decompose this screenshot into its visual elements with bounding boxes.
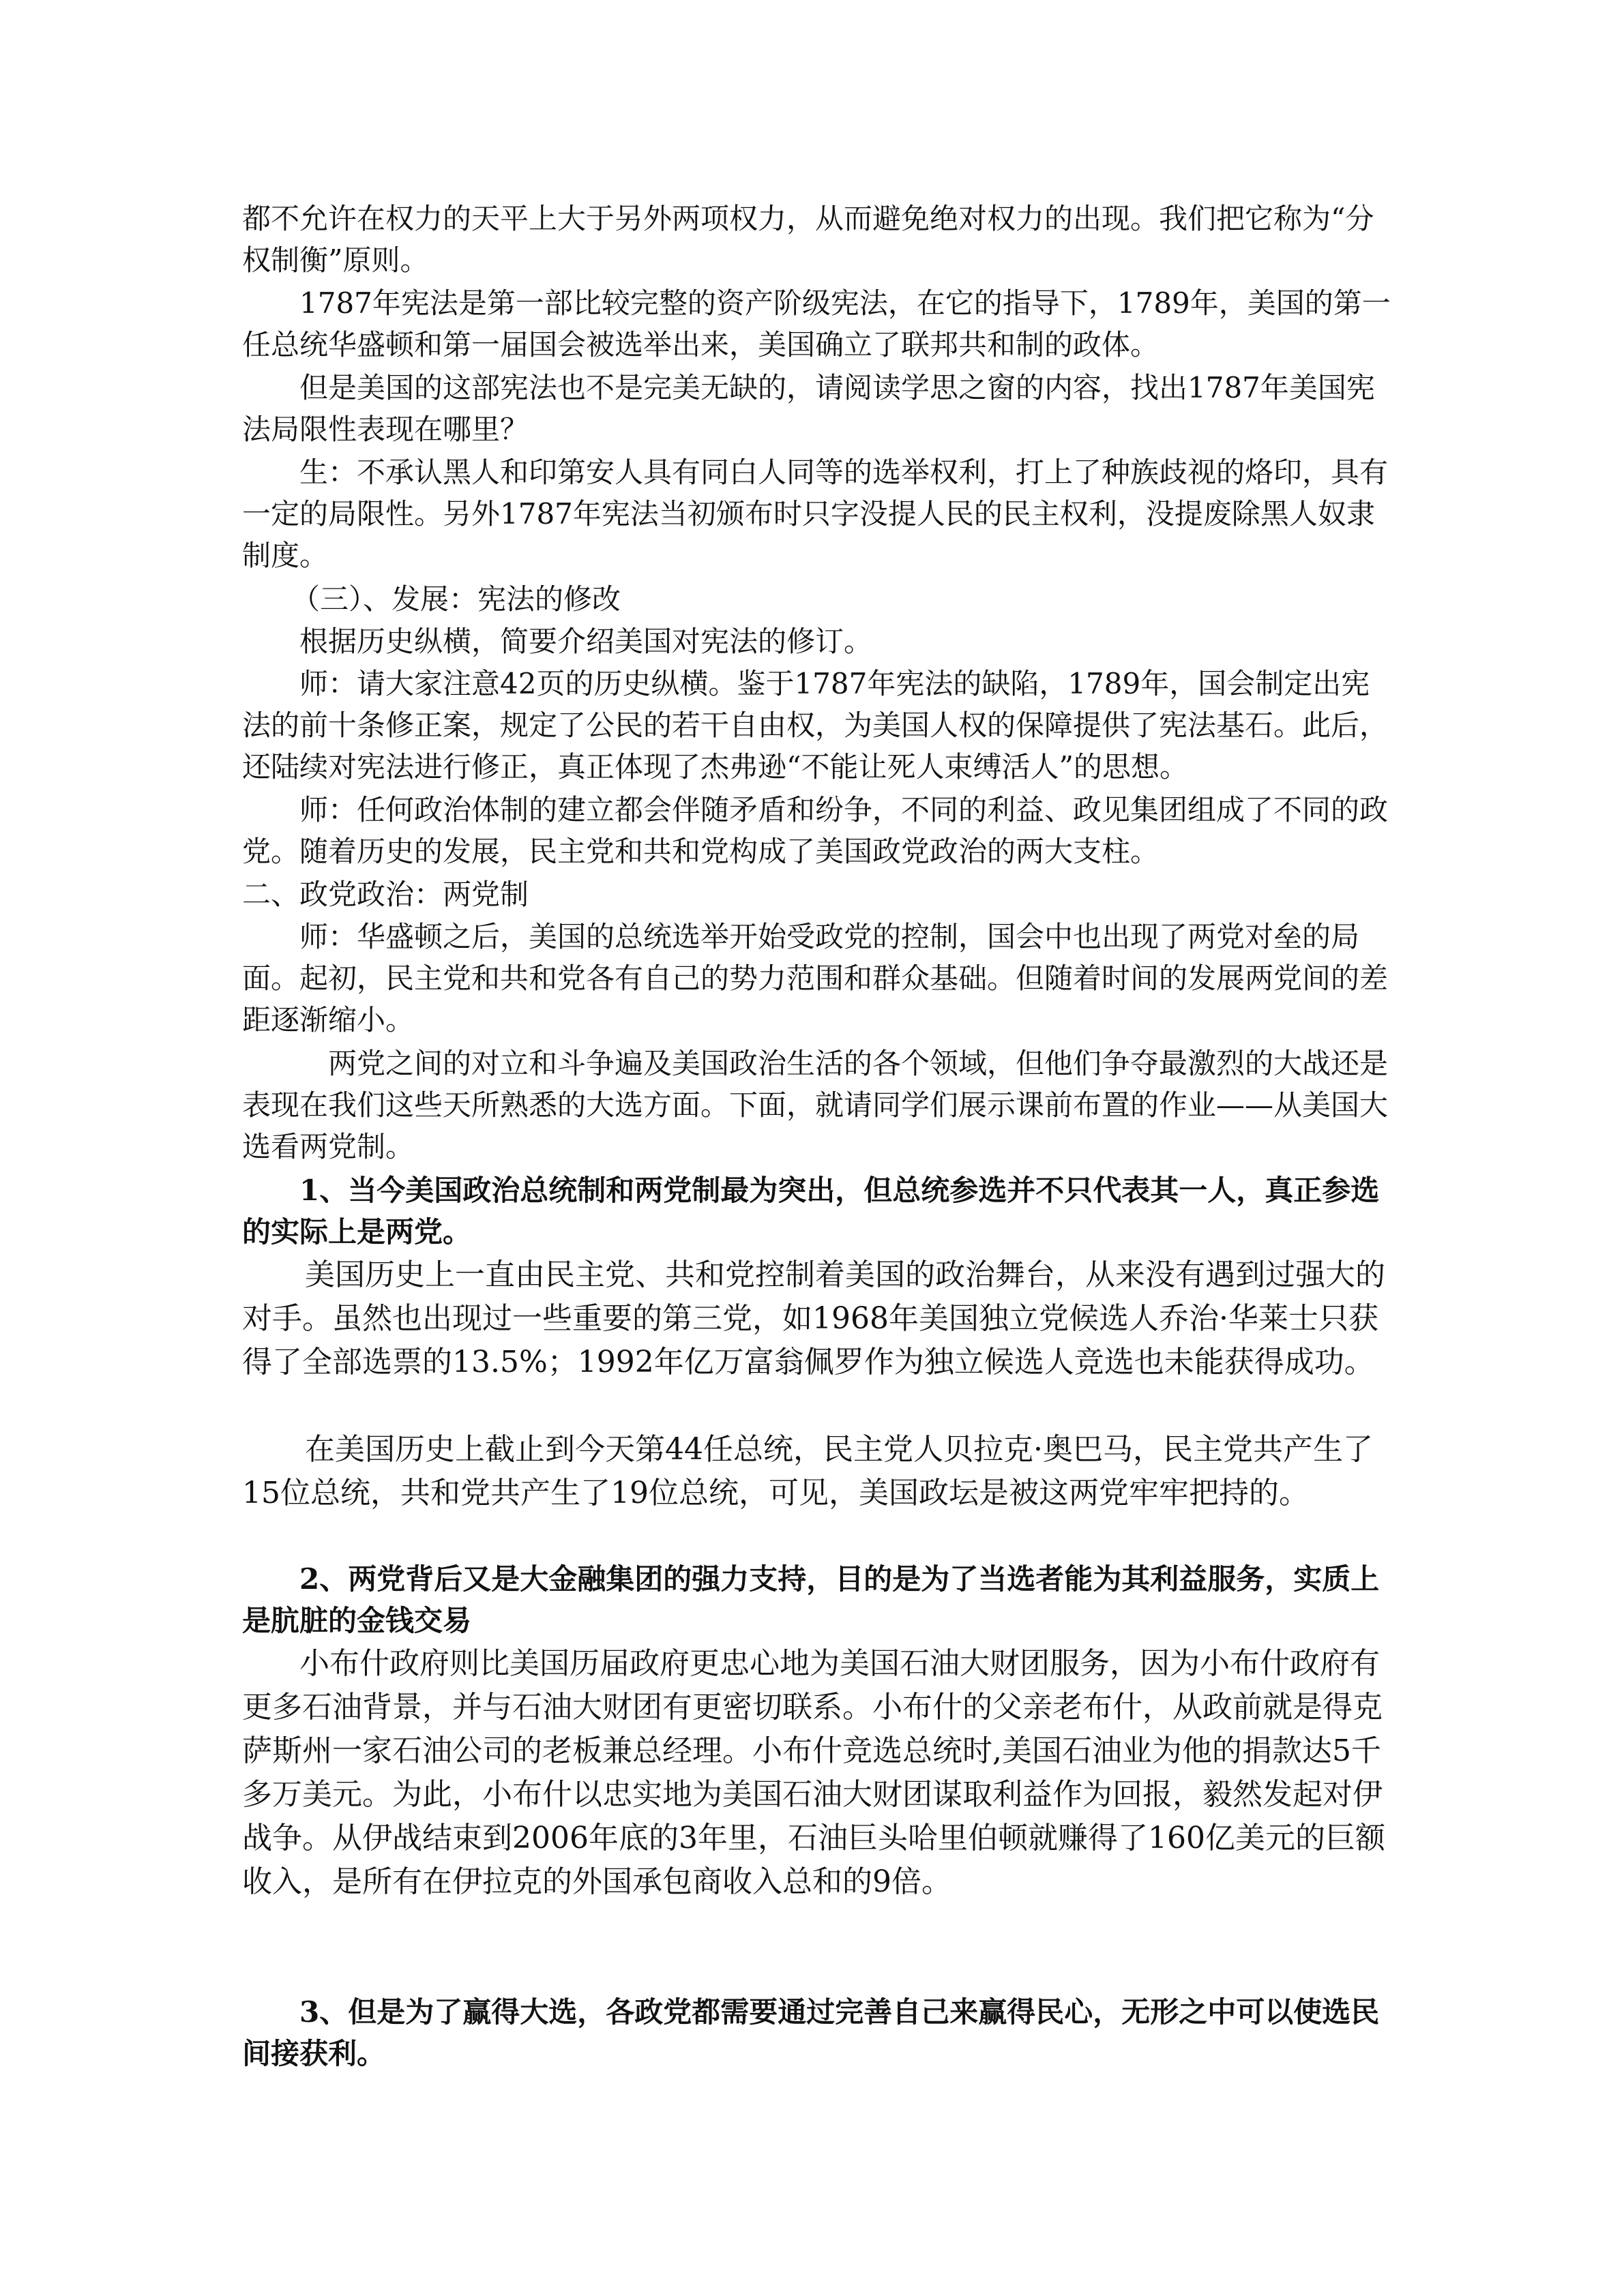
paragraph-amendment-intro: 根据历史纵横，简要介绍美国对宪法的修订。 [299, 625, 873, 658]
point-3-heading: 3、但是为了赢得大选，各政党都需要通过完善自己来赢得民心，无形之中可以使选民间接获利。 [242, 1995, 1380, 2070]
paragraph-teacher-washington: 师：华盛顿之后，美国的总统选举开始受政党的控制，国会中也出现了两党对垒的局面。起初，民主党和共和党各有自己的势力范围和群众基础。但随着时间的发展两党间的差距逐渐缩小。 [242, 920, 1389, 1037]
paragraph-student-answer: 生：不承认黑人和印第安人具有同白人同等的选举权利，打上了种族歧视的烙印，具有一定的局限性。另外1787年宪法当初颁布时只字没提人民的民主权利，没提废除黑人奴隶制度。 [242, 456, 1389, 572]
point-2-heading: 2、两党背后又是大金融集团的强力支持，目的是为了当选者能为其利益服务，实质上是肮脏的金钱交易 [242, 1562, 1380, 1637]
paragraph-constitution-question: 但是美国的这部宪法也不是完美无缺的，请阅读学思之窗的内容，找出1787年美国宪法局限性表现在哪里？ [242, 371, 1375, 446]
paragraph-presidents-count: 在美国历史上截止到今天第44任总统，民主党人贝拉克·奥巴马，民主党共产生了15位总统，共和党共产生了19位总统，可见，美国政坛是被这两党牢牢把持的。 [242, 1432, 1373, 1510]
paragraph-teacher-amendments: 师：请大家注意42页的历史纵横。鉴于1787年宪法的缺陷，1789年，国会制定出宪法的前十条修正案，规定了公民的若干自由权，为美国人权的保障提供了宪法基石。此后，还陆续对宪法进行修正，真正体现了杰弗逊“不能让死人束缚活人”的思想。 [242, 667, 1389, 784]
paragraph-third-parties: 美国历史上一直由民主党、共和党控制着美国的政治舞台，从来没有遇到过强大的对手。虽然也出现过一些重要的第三党，如1968年美国独立党候选人乔治·华莱士只获得了全部选票的13.5%；1992年亿万富翁佩罗作为独立候选人竞选也未能获得成功。 [242, 1257, 1385, 1380]
paragraph-election-intro: 两党之间的对立和斗争遍及美国政治生活的各个领域，但他们争夺最激烈的大战还是表现在我们这些天所熟悉的大选方面。下面，就请同学们展示课前布置的作业——从美国大选看两党制。 [242, 1047, 1389, 1163]
paragraph-1787-constitution: 1787年宪法是第一部比较完整的资产阶级宪法，在它的指导下，1789年，美国的第一任总统华盛顿和第一届国会被选举出来，美国确立了联邦共和制的政体。 [242, 286, 1391, 361]
point-1-heading: 1、当今美国政治总统制和两党制最为突出，但总统参选并不只代表其一人，真正参选的实际上是两党。 [242, 1174, 1380, 1249]
paragraph-teacher-parties: 师：任何政治体制的建立都会伴随矛盾和纷争，不同的利益、政见集团组成了不同的政党。随着历史的发展，民主党和共和党构成了美国政党政治的两大支柱。 [242, 793, 1389, 868]
section-heading-amendments: （三）、发展：宪法的修改 [291, 582, 621, 616]
paragraph-bush-oil: 小布什政府则比美国历届政府更忠心地为美国石油大财团服务，因为小布什政府有更多石油背景，并与石油大财团有更密切联系。小布什的父亲老布什，从政前就是得克萨斯州一家石油公司的老板兼总经理。小布什竞选总统时,美国石油业为他的捐款达5千多万美元。为此，小布什以忠实地为美国石油大财团谋取利益作为回报，毅然发起对伊战争。从伊战结束到2006年底的3年里，石油巨头哈里伯顿就赚得了160亿美元的巨额收入，是所有在伊拉克的外国承包商收入总和的9倍。 [242, 1646, 1385, 1899]
paragraph-separation-of-powers: 都不允许在权力的天平上大于另外两项权力，从而避免绝对权力的出现。我们把它称为“分权制衡”原则。 [242, 202, 1374, 277]
section-heading-two-party-system: 二、政党政治：两党制 [242, 878, 529, 911]
